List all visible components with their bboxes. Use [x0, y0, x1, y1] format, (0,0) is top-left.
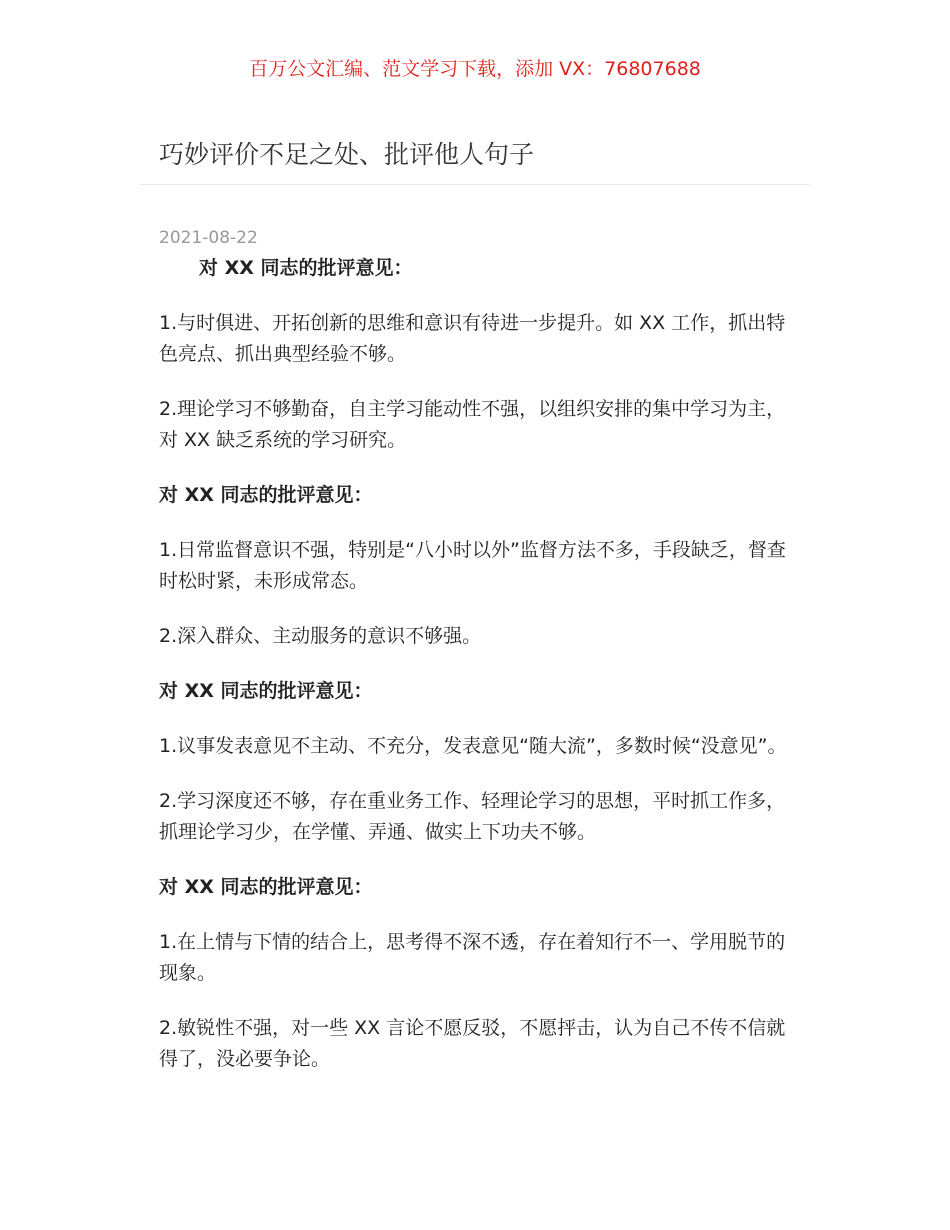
- paragraph: 1.议事发表意见不主动、不充分，发表意见“随大流”，多数时候“没意见”。: [159, 735, 787, 757]
- paragraph: 2.敏锐性不强，对一些 XX 言论不愿反驳，不愿抨击，认为自己不传不信就得了，没必要争论。: [159, 1017, 786, 1070]
- paragraph: 1.在上情与下情的结合上，思考得不深不透，存在着知行不一、学用脱节的现象。: [159, 931, 786, 984]
- section-heading: 对 XX 同志的批评意见：: [159, 680, 373, 702]
- paragraph: 2.深入群众、主动服务的意识不够强。: [159, 625, 482, 647]
- paragraph: 1.日常监督意识不强，特别是“八小时以外”监督方法不多，手段缺乏，督查时松时紧，未形成常态。: [159, 539, 786, 592]
- paragraph: 2.学习深度还不够，存在重业务工作、轻理论学习的思想，平时抓工作多，抓理论学习少，在学懂、弄通、做实上下功夫不够。: [159, 790, 786, 843]
- promo-banner: 百万公文汇编、范文学习下载，添加 VX：76807688: [249, 58, 701, 80]
- title-divider: [140, 184, 810, 185]
- paragraph: 1.与时俱进、开拓创新的思维和意识有待进一步提升。如 XX 工作，抓出特色亮点、抓出典型经验不够。: [159, 312, 786, 365]
- article-title: 巧妙评价不足之处、批评他人句子: [159, 140, 535, 169]
- section-heading: 对 XX 同志的批评意见：: [159, 484, 373, 506]
- section-heading: 对 XX 同志的批评意见：: [199, 257, 413, 279]
- section-heading: 对 XX 同志的批评意见：: [159, 876, 373, 898]
- paragraph: 2.理论学习不够勤奋，自主学习能动性不强，以组织安排的集中学习为主，对 XX 缺乏系统的学习研究。: [159, 398, 786, 451]
- publish-date: 2021-08-22: [159, 228, 258, 248]
- article-body: [159, 253, 794, 1075]
